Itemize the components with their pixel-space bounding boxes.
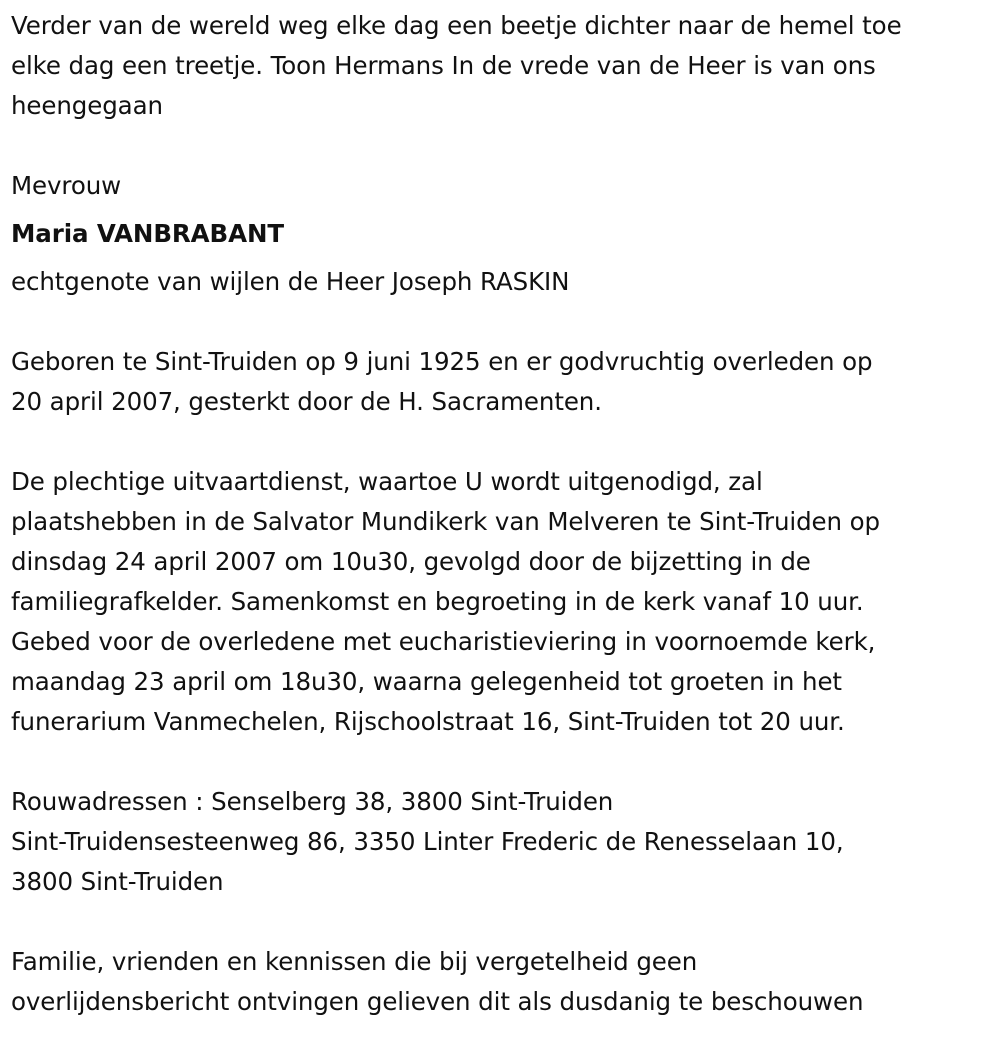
funeral-line: De plechtige uitvaartdienst, waartoe U wordt uitgenodigd, zal bbox=[11, 467, 763, 496]
address-line: Sint-Truidensesteenweg 86, 3350 Linter Frederic de Renesselaan 10, bbox=[11, 827, 844, 856]
closing-line: overlijdensbericht ontvingen gelieven dit als dusdanig te beschouwen bbox=[11, 987, 864, 1016]
address-line: 3800 Sint-Truiden bbox=[11, 867, 224, 896]
deceased-name: Maria VANBRABANT bbox=[11, 219, 284, 248]
funeral-line: familiegrafkelder. Samenkomst en begroeting in de kerk vanaf 10 uur. bbox=[11, 587, 864, 616]
funeral-line: maandag 23 april om 18u30, waarna gelegenheid tot groeten in het bbox=[11, 667, 842, 696]
funeral-line: plaatshebben in de Salvator Mundikerk van Melveren te Sint-Truiden op bbox=[11, 507, 880, 536]
funeral-line: Gebed voor de overledene met eucharistieviering in voornoemde kerk, bbox=[11, 627, 876, 656]
address-line: Rouwadressen : Senselberg 38, 3800 Sint-Truiden bbox=[11, 787, 614, 816]
funeral-line: dinsdag 24 april 2007 om 10u30, gevolgd door de bijzetting in de bbox=[11, 547, 811, 576]
deceased-relation: echtgenote van wijlen de Heer Joseph RASKIN bbox=[11, 267, 570, 296]
birth-death-line: 20 april 2007, gesterkt door de H. Sacramenten. bbox=[11, 387, 602, 416]
intro-line: heengegaan bbox=[11, 91, 163, 120]
funeral-line: funerarium Vanmechelen, Rijschoolstraat 16, Sint-Truiden tot 20 uur. bbox=[11, 707, 845, 736]
birth-death-line: Geboren te Sint-Truiden op 9 juni 1925 en er godvruchtig overleden op bbox=[11, 347, 873, 376]
intro-line: elke dag een treetje. Toon Hermans In de vrede van de Heer is van ons bbox=[11, 51, 876, 80]
closing-line: Familie, vrienden en kennissen die bij vergetelheid geen bbox=[11, 947, 698, 976]
intro-line: Verder van de wereld weg elke dag een beetje dichter naar de hemel toe bbox=[11, 11, 902, 40]
deceased-title: Mevrouw bbox=[11, 171, 122, 200]
